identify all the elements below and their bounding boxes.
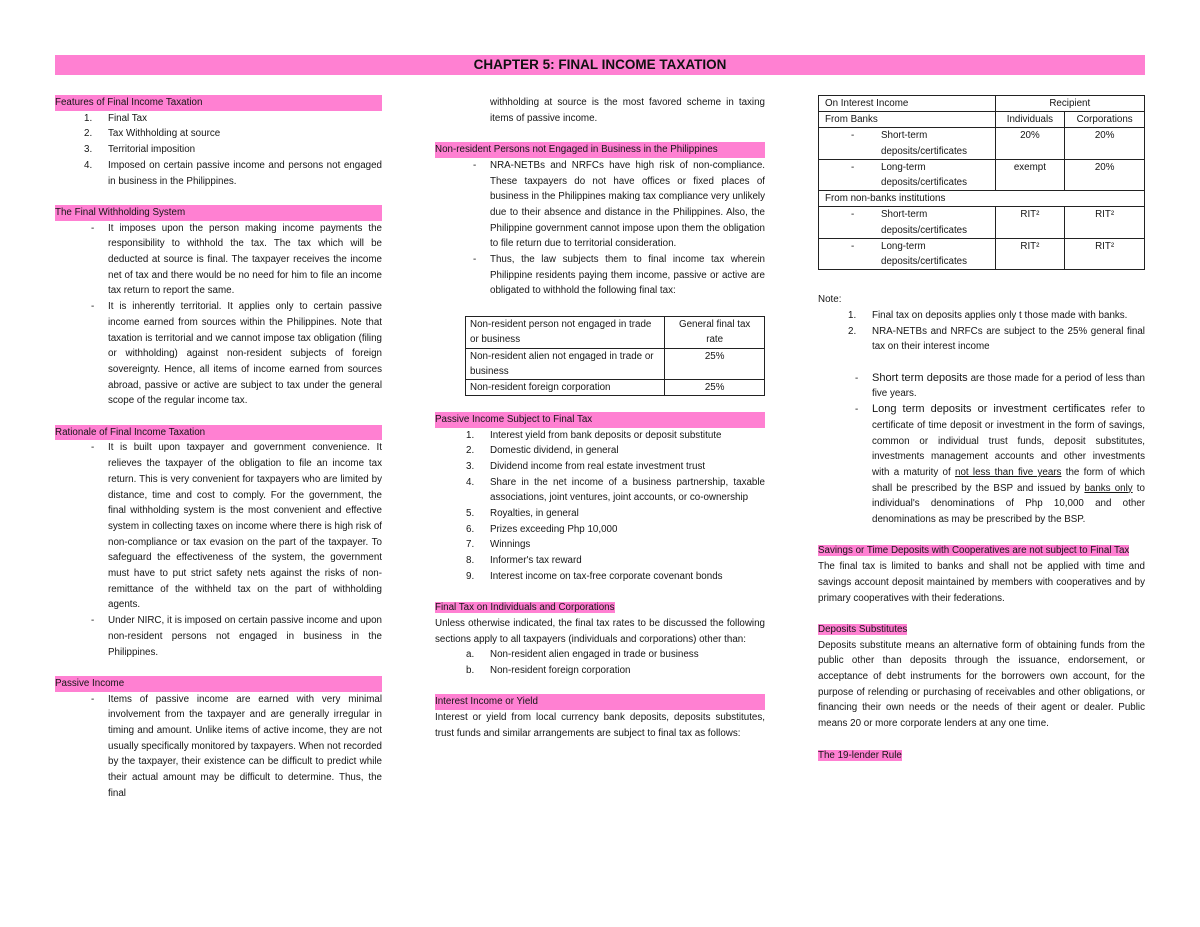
non-resident-tax-table bbox=[465, 316, 765, 396]
list-item: Share in the net income of a business partnership, taxable associations, joint ventures, joint accounts, or co-ownership bbox=[490, 476, 765, 504]
table-header-row bbox=[819, 96, 1145, 112]
table-cell: Individuals bbox=[995, 112, 1065, 128]
table-cell: RIT² bbox=[995, 207, 1065, 238]
passive-subject-heading: Passive Income Subject to Final Tax bbox=[435, 412, 765, 428]
list-item bbox=[872, 371, 1145, 402]
passive-income-continuation: withholding at source is the most favored scheme in taxing items of passive income. bbox=[490, 97, 765, 124]
table-header-row bbox=[466, 317, 765, 348]
interest-income-heading: Interest Income or Yield bbox=[435, 694, 765, 710]
table-row bbox=[819, 238, 1145, 269]
table-row bbox=[819, 207, 1145, 238]
list-item: Dividend income from real estate investment trust bbox=[490, 460, 706, 472]
table-cell: - Long-term deposits/certificates bbox=[819, 159, 996, 190]
list-item: - Under NIRC, it is imposed on certain passive income and upon non-resident persons not engaged in business in the Philippines. bbox=[108, 613, 382, 660]
table-cell: RIT² bbox=[995, 238, 1065, 269]
table-cell: 20% bbox=[995, 128, 1065, 159]
withholding-system-section bbox=[55, 205, 382, 409]
non-resident-heading: Non-resident Persons not Engaged in Business in the Philippines bbox=[435, 142, 765, 158]
table-cell: Corporations bbox=[1065, 112, 1145, 128]
table-cell: - Short-term deposits/certificates bbox=[819, 207, 996, 238]
interest-income-text: Interest or yield from local currency bank deposits, deposits substitutes, trust funds and similar arrangements are subject to final tax as follows: bbox=[435, 712, 765, 739]
list-item: Royalties, in general bbox=[490, 508, 579, 520]
table-cell: RIT² bbox=[1065, 207, 1145, 238]
deposit-substitutes-text: Deposits substitute means an alternative form of obtaining funds from the public other than deposits through the issuance, endorsement, or acceptance of debt instruments for the borrowers own account, for the purpose of relending or purchasing of receivables and other obligations, or financing their own needs or the needs of their agent or dealer. Public means 20 or more corporate lenders at any one time. bbox=[818, 639, 1145, 730]
list-item: Non-resident alien engaged in trade or business bbox=[490, 649, 699, 661]
long-term-text-c: to individual's denominations of Php 10,000 and other denominations as may be prescribed by the BSP. bbox=[872, 482, 1145, 526]
table-row bbox=[819, 128, 1145, 159]
table-header-cell: General final tax rate bbox=[665, 317, 765, 348]
table-row bbox=[819, 191, 1145, 207]
table-cell: - Long-term deposits/certificates bbox=[819, 238, 996, 269]
table-cell: - Short-term deposits/certificates bbox=[819, 128, 996, 159]
table-cell: 25% bbox=[665, 348, 765, 379]
final-tax-heading: Final Tax on Individuals and Corporations bbox=[435, 602, 615, 614]
deposit-terms-list bbox=[818, 371, 1145, 528]
withholding-system-list bbox=[55, 221, 382, 409]
list-item: - It is inherently territorial. It applies only to certain passive income earned from sources within the Philippines. Note that taxation is territorial and we cannot impose tax obligation (filing or withholding) against non-resident subjects of foreign sovereignty. Hence, all items of income earned from sources abroad, passive or active are subject to tax under the general scope of the regular income tax. bbox=[108, 299, 382, 409]
list-item: Informer's tax reward bbox=[490, 555, 582, 567]
short-term-term: Short term deposits bbox=[872, 371, 968, 384]
table-cell: Non-resident alien not engaged in trade or business bbox=[466, 348, 665, 379]
table-row bbox=[466, 379, 765, 395]
column-2 bbox=[435, 95, 765, 742]
column-3 bbox=[818, 95, 1145, 763]
final-tax-intro: Unless otherwise indicated, the final tax rates to be discussed the following sections apply to all taxpayers (individuals and corporations) other than: bbox=[435, 617, 765, 645]
non-resident-section bbox=[435, 142, 765, 396]
list-item: Interest income on tax-free corporate covenant bonds bbox=[490, 570, 723, 582]
cooperatives-section bbox=[818, 543, 1145, 606]
list-item: Territorial imposition bbox=[108, 144, 196, 156]
short-term-text: are those made for a period of less than five years. bbox=[872, 372, 1145, 400]
list-item: NRA-NETBs and NRFCs are subject to the 25% general final tax on their interest income bbox=[872, 325, 1145, 353]
column-1 bbox=[55, 95, 382, 802]
list-item: Interest yield from bank deposits or deposit substitute bbox=[490, 429, 722, 441]
table-cell: From Banks bbox=[819, 112, 996, 128]
table-cell: Non-resident foreign corporation bbox=[466, 379, 665, 395]
long-term-underline-a: not less than five years bbox=[955, 466, 1062, 478]
passive-income-list bbox=[55, 692, 382, 802]
table-header-cell: Non-resident person not engaged in trade or business bbox=[466, 317, 665, 348]
list-item: - It is built upon taxpayer and government convenience. It relieves the taxpayer of the obligation to file an income tax return. This is very convenient for taxpayers who are limited by distance, time and cost to comply. For the government, the final withholding system is the most convenient and effective system in collecting taxes on income where there is high risk of non-compliance or tax evasion on the part of the taxpayer. To safeguard the effectiveness of the system, the government must have to put strict safety nets against the risks of non-remittance of the withheld tax on the part of withholding agents. bbox=[108, 440, 382, 613]
interest-income-table bbox=[818, 95, 1145, 270]
long-term-term: Long term deposits or investment certificates bbox=[872, 403, 1106, 416]
table-cell: RIT² bbox=[1065, 238, 1145, 269]
long-term-text-a: refer to certificate of time deposit or investment in the form of savings, common or individual trust funds, deposit substitutes, investments management accounts and other investments with a maturity of bbox=[872, 404, 1145, 478]
list-item: - NRA-NETBs and NRFCs have high risk of non-compliance. These taxpayers do not have offices or fixed places of business in the Philippines making tax compliance very unlikely due to their absence and distance in the Philippines. Also, the Philippine government cannot impose upon them the obligation to file return due to territorial consideration. bbox=[490, 158, 765, 252]
passive-income-section bbox=[55, 676, 382, 802]
list-item: Non-resident foreign corporation bbox=[490, 665, 631, 677]
table-cell: exempt bbox=[995, 159, 1065, 190]
list-item: Tax Withholding at source bbox=[108, 128, 221, 140]
features-section bbox=[55, 95, 382, 189]
long-term-text-b: the form of which shall be prescribed by the BSP and issued by bbox=[872, 466, 1145, 494]
withholding-system-heading: The Final Withholding System bbox=[55, 205, 382, 221]
deposit-substitutes-section bbox=[818, 622, 1145, 732]
table-cell: 20% bbox=[1065, 159, 1145, 190]
page-title: CHAPTER 5: FINAL INCOME TAXATION bbox=[55, 55, 1145, 75]
list-item: - Items of passive income are earned with very minimal involvement from the taxpayer and are generally irregular in timing and amount. Unlike items of active income, they are not usually specifically monitored by taxpayers. When not recorded by the taxpayer, their existence can be difficult to predict while their actual amount may be difficult to determine. Thus, the final bbox=[108, 692, 382, 802]
table-cell: 20% bbox=[1065, 128, 1145, 159]
passive-subject-list bbox=[435, 428, 765, 585]
cooperatives-text: The final tax is limited to banks and shall not be applied with time and savings account deposit maintained by members with cooperatives and by primary cooperatives with their federations. bbox=[818, 561, 1145, 604]
lender-rule-section bbox=[818, 748, 1145, 764]
table-cell: 25% bbox=[665, 379, 765, 395]
list-item bbox=[872, 402, 1145, 528]
features-heading: Features of Final Income Taxation bbox=[55, 95, 382, 111]
table-row bbox=[466, 348, 765, 379]
list-item: Final Tax bbox=[108, 112, 148, 124]
interest-income-section bbox=[435, 694, 765, 741]
features-list bbox=[55, 111, 382, 190]
list-item: - It imposes upon the person making income payments the responsibility to withhold the tax. The tax which will be deducted at source is final. The taxpayer receives the income net of tax and there would be no need for him to file an income tax return to report the same. bbox=[108, 221, 382, 300]
table-row bbox=[819, 112, 1145, 128]
table-header-cell: Recipient bbox=[995, 96, 1144, 112]
note-list bbox=[818, 308, 1145, 355]
list-item: Final tax on deposits applies only t those made with banks. bbox=[872, 309, 1128, 321]
deposit-substitutes-heading: Deposits Substitutes bbox=[818, 623, 908, 635]
rationale-section bbox=[55, 425, 382, 661]
rationale-list bbox=[55, 440, 382, 660]
passive-subject-section bbox=[435, 412, 765, 585]
table-header-cell: On Interest Income bbox=[819, 96, 996, 112]
list-item: Domestic dividend, in general bbox=[490, 445, 619, 457]
list-item: Imposed on certain passive income and persons not engaged in business in the Philippines. bbox=[108, 159, 382, 187]
list-item: - Thus, the law subjects them to final income tax wherein Philippine residents paying them income, passive or active are obligated to withhold the following final tax: bbox=[490, 252, 765, 299]
table-row bbox=[819, 159, 1145, 190]
final-tax-section bbox=[435, 600, 765, 679]
list-item: Winnings bbox=[490, 539, 531, 551]
long-term-underline-b: banks only bbox=[1084, 482, 1133, 494]
list-item: Prizes exceeding Php 10,000 bbox=[490, 523, 618, 535]
passive-income-heading: Passive Income bbox=[55, 676, 382, 692]
final-tax-exceptions bbox=[435, 647, 765, 678]
table-cell: From non-banks institutions bbox=[819, 191, 1145, 207]
rationale-heading: Rationale of Final Income Taxation bbox=[55, 425, 382, 441]
cooperatives-heading: Savings or Time Deposits with Cooperatives are not subject to Final Tax bbox=[818, 545, 1130, 557]
lender-rule-heading: The 19-lender Rule bbox=[818, 749, 902, 761]
non-resident-list bbox=[435, 158, 765, 299]
note-label: Note: bbox=[818, 294, 842, 306]
